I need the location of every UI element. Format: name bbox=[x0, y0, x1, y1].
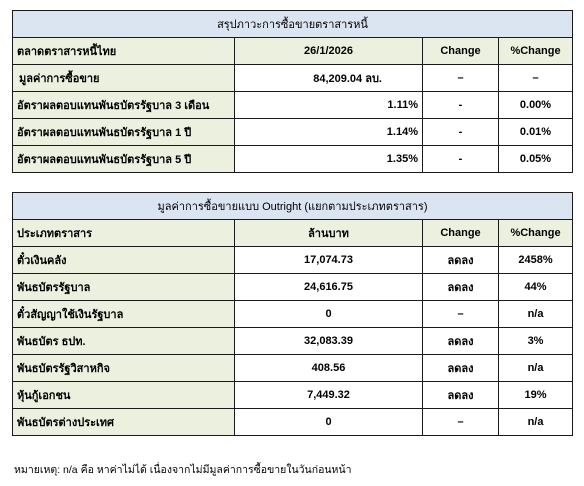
row-value: 1.14% bbox=[235, 119, 423, 146]
row-value: 408.56 bbox=[235, 355, 423, 382]
outright-title-row bbox=[13, 193, 573, 220]
row-label: มูลค่าการซื้อขาย bbox=[13, 65, 235, 92]
summary-header-date: 26/1/2026 bbox=[235, 38, 423, 65]
row-change: – bbox=[423, 409, 499, 436]
summary-title-row bbox=[13, 11, 573, 38]
row-label: อัตราผลตอบแทนพันธบัตรรัฐบาล 3 เดือน bbox=[13, 92, 235, 119]
table-row bbox=[13, 65, 573, 92]
footnote: หมายเหตุ: n/a คือ หาค่าไม่ได้ เนื่องจากไม่มีมูลค่าการซื้อขายในวันก่อนหน้า bbox=[14, 464, 352, 476]
table-row bbox=[13, 382, 573, 409]
outright-table bbox=[12, 192, 573, 436]
outright-header-label: ประเภทตราสาร bbox=[13, 220, 235, 247]
row-label: หุ้นกู้เอกชน bbox=[13, 382, 235, 409]
row-label: อัตราผลตอบแทนพันธบัตรรัฐบาล 5 ปี bbox=[13, 146, 235, 173]
outright-header-pct-change: %Change bbox=[499, 220, 573, 247]
row-pct-change: 2458% bbox=[499, 247, 573, 274]
row-change: ลดลง bbox=[423, 274, 499, 301]
table-row bbox=[13, 247, 573, 274]
row-label: พันธบัตรต่างประเทศ bbox=[13, 409, 235, 436]
outright-header-change: Change bbox=[423, 220, 499, 247]
outright-header-row bbox=[13, 220, 573, 247]
table-row bbox=[13, 355, 573, 382]
summary-header-change: Change bbox=[423, 38, 499, 65]
summary-header-label: ตลาดตราสารหนี้ไทย bbox=[13, 38, 235, 65]
row-label: ตั๋วสัญญาใช้เงินรัฐบาล bbox=[13, 301, 235, 328]
summary-header-row bbox=[13, 38, 573, 65]
row-value: 0 bbox=[235, 301, 423, 328]
table-row bbox=[13, 274, 573, 301]
outright-title: มูลค่าการซื้อขายแบบ Outright (แยกตามประเภทตราสาร) bbox=[13, 193, 573, 220]
row-pct-change: n/a bbox=[499, 301, 573, 328]
row-value: 17,074.73 bbox=[235, 247, 423, 274]
row-value: 1.11% bbox=[235, 92, 423, 119]
summary-table bbox=[12, 10, 573, 173]
row-pct-change: n/a bbox=[499, 355, 573, 382]
row-pct-change: 0.01% bbox=[499, 119, 573, 146]
row-change: - bbox=[423, 146, 499, 173]
row-label: พันธบัตรรัฐบาล bbox=[13, 274, 235, 301]
summary-title: สรุปภาวะการซื้อขายตราสารหนี้ bbox=[13, 11, 573, 38]
row-change: - bbox=[423, 119, 499, 146]
table-row bbox=[13, 409, 573, 436]
row-pct-change: 3% bbox=[499, 328, 573, 355]
summary-header-pct-change: %Change bbox=[499, 38, 573, 65]
row-label: พันธบัตรรัฐวิสาหกิจ bbox=[13, 355, 235, 382]
table-row bbox=[13, 328, 573, 355]
row-change: ลดลง bbox=[423, 247, 499, 274]
row-label: พันธบัตร ธปท. bbox=[13, 328, 235, 355]
row-value: 32,083.39 bbox=[235, 328, 423, 355]
row-change: – bbox=[423, 65, 499, 92]
row-change: ลดลง bbox=[423, 382, 499, 409]
row-pct-change: 44% bbox=[499, 274, 573, 301]
row-label: อัตราผลตอบแทนพันธบัตรรัฐบาล 1 ปี bbox=[13, 119, 235, 146]
row-pct-change: 19% bbox=[499, 382, 573, 409]
row-value: 1.35% bbox=[235, 146, 423, 173]
row-change: ลดลง bbox=[423, 328, 499, 355]
row-pct-change: – bbox=[499, 65, 573, 92]
row-value: 0 bbox=[235, 409, 423, 436]
row-value: 7,449.32 bbox=[235, 382, 423, 409]
row-pct-change: n/a bbox=[499, 409, 573, 436]
table-row bbox=[13, 119, 573, 146]
row-value: 24,616.75 bbox=[235, 274, 423, 301]
row-change: ลดลง bbox=[423, 355, 499, 382]
row-pct-change: 0.05% bbox=[499, 146, 573, 173]
row-change: – bbox=[423, 301, 499, 328]
table-row bbox=[13, 92, 573, 119]
table-row bbox=[13, 146, 573, 173]
outright-header-unit: ล้านบาท bbox=[235, 220, 423, 247]
row-change: - bbox=[423, 92, 499, 119]
table-row bbox=[13, 301, 573, 328]
row-label: ตั๋วเงินคลัง bbox=[13, 247, 235, 274]
row-pct-change: 0.00% bbox=[499, 92, 573, 119]
row-value: 84,209.04 ลบ. bbox=[235, 65, 423, 92]
